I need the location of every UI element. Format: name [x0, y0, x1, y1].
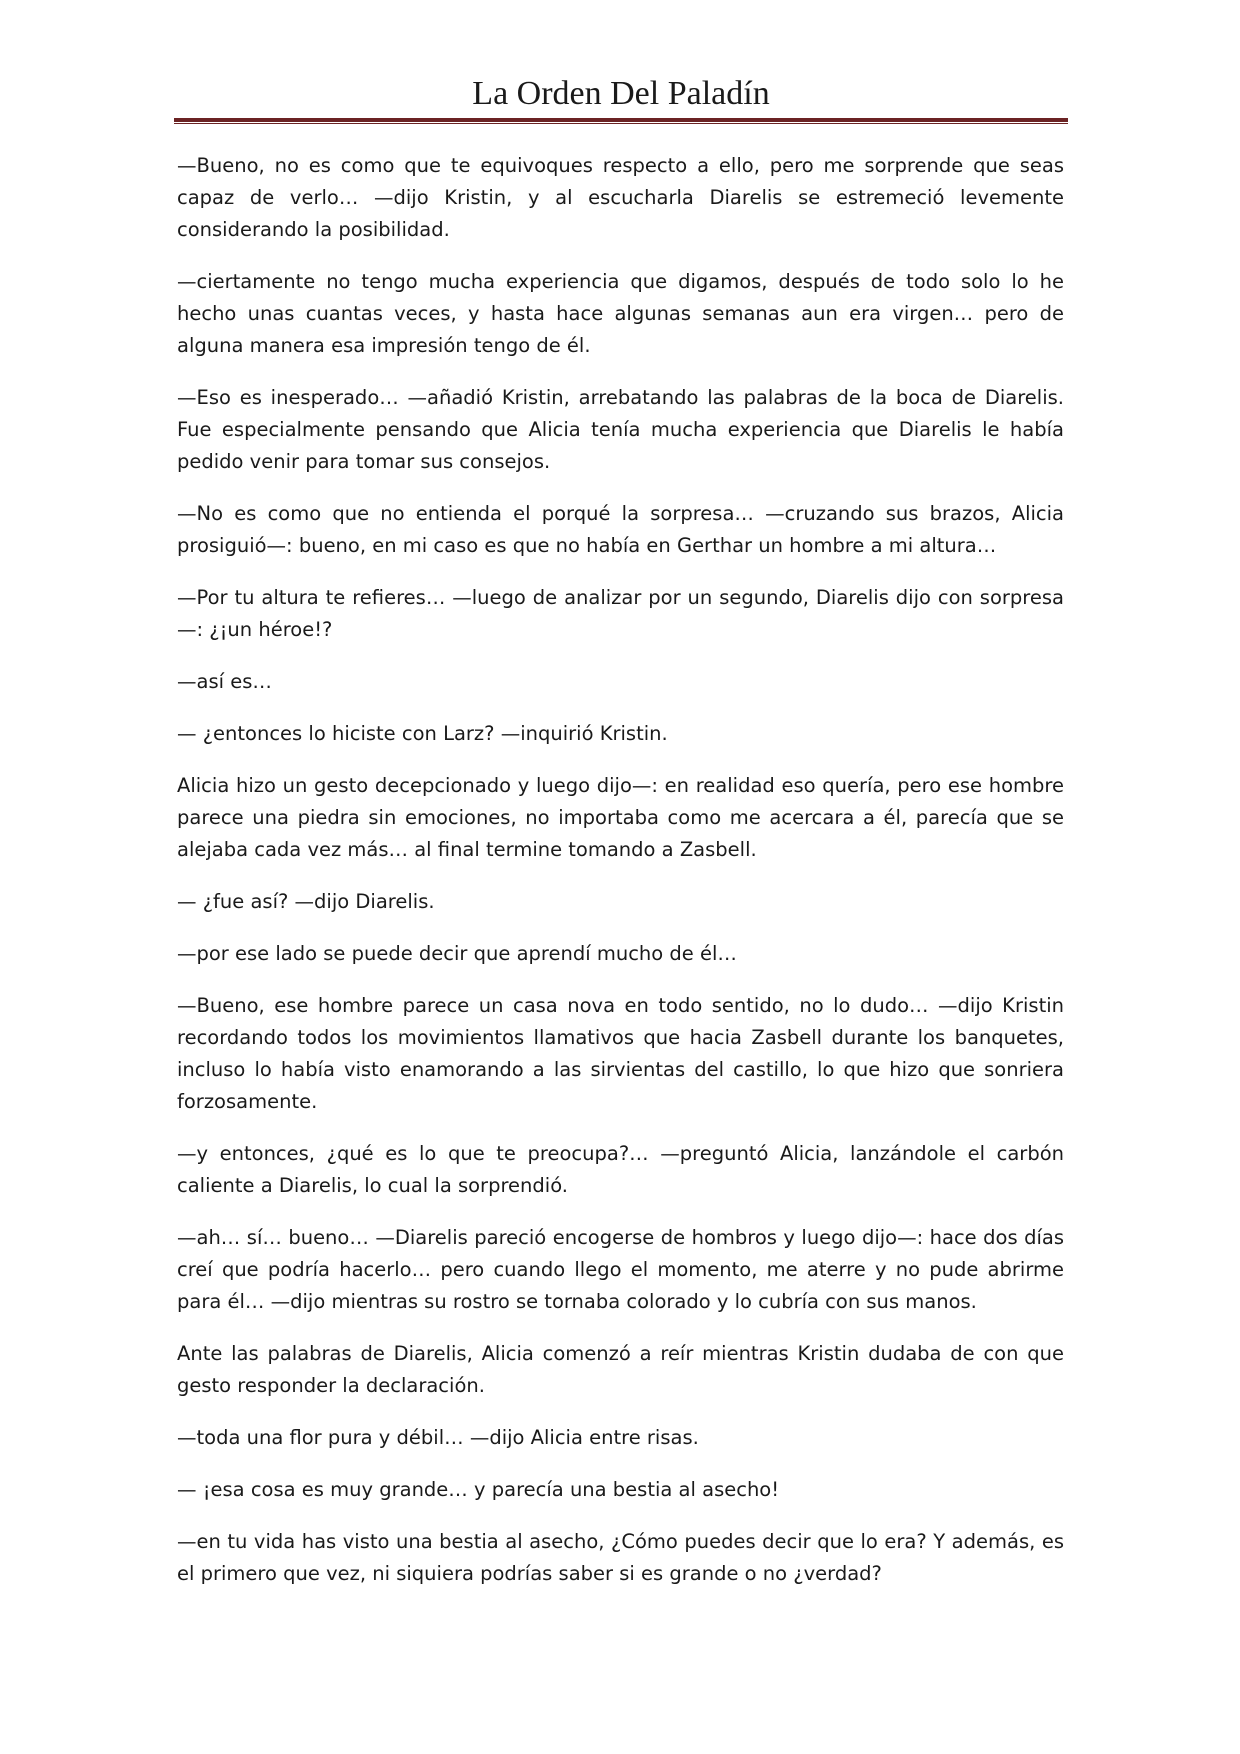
paragraph: —Bueno, ese hombre parece un casa nova en todo sentido, no lo dudo… —dijo Kristin recordando todos los movimientos llamativos que hacia Zasbell durante los banquetes, incluso lo había visto enamorando a las sirvientas del castillo, lo que hizo que sonriera forzosamente.: [177, 994, 1064, 1113]
paragraph: — ¿entonces lo hiciste con Larz? —inquirió Kristin.: [177, 722, 668, 745]
paragraph: —Por tu altura te refieres… —luego de analizar por un segundo, Diarelis dijo con sorpresa—: ¿¡un héroe!?: [177, 586, 1064, 641]
paragraph: —así es…: [177, 670, 272, 693]
header-rule: [174, 118, 1068, 125]
paragraph: —ah… sí… bueno… —Diarelis pareció encogerse de hombros y luego dijo—: hace dos días creí que podría hacerlo… pero cuando llego el momento, me aterre y no pude abrirme para él… —dijo mientras su rostro se tornaba colorado y lo cubría con sus manos.: [177, 1226, 1064, 1313]
header-rule-thick: [174, 118, 1068, 122]
paragraph: —en tu vida has visto una bestia al asecho, ¿Cómo puedes decir que lo era? Y además, es el primero que vez, ni siquiera podrías saber si es grande o no ¿verdad?: [177, 1530, 1064, 1585]
paragraph: — ¿fue así? —dijo Diarelis.: [177, 890, 435, 913]
paragraph: —por ese lado se puede decir que aprendí mucho de él…: [177, 942, 737, 965]
paragraph: —y entonces, ¿qué es lo que te preocupa?… —preguntó Alicia, lanzándole el carbón caliente a Diarelis, lo cual la sorprendió.: [177, 1142, 1064, 1197]
paragraph: Alicia hizo un gesto decepcionado y luego dijo—: en realidad eso quería, pero ese hombre parece una piedra sin emociones, no importaba como me acercara a él, parecía que se alejaba cada vez más… al final termine tomando a Zasbell.: [177, 774, 1064, 861]
paragraph: —Bueno, no es como que te equivoques respecto a ello, pero me sorprende que seas capaz de verlo… —dijo Kristin, y al escucharla Diarelis se estremeció levemente considerando la posibilidad.: [177, 154, 1064, 241]
paragraph: —Eso es inesperado… —añadió Kristin, arrebatando las palabras de la boca de Diarelis. Fue especialmente pensando que Alicia tenía mucha experiencia que Diarelis le había pedido venir para tomar sus consejos.: [177, 386, 1064, 473]
paragraph: — ¡esa cosa es muy grande… y parecía una bestia al asecho!: [177, 1478, 780, 1501]
page-header: [174, 66, 1068, 122]
paragraph: —ciertamente no tengo mucha experiencia que digamos, después de todo solo lo he hecho unas cuantas veces, y hasta hace algunas semanas aun era virgen… pero de alguna manera esa impresión tengo de él.: [177, 270, 1064, 357]
body-text: [177, 150, 1064, 1610]
paragraph: —No es como que no entienda el porqué la sorpresa… —cruzando sus brazos, Alicia prosiguió—: bueno, en mi caso es que no había en Gerthar un hombre a mi altura…: [177, 502, 1064, 557]
header-rule-thin: [174, 123, 1068, 124]
paragraph: Ante las palabras de Diarelis, Alicia comenzó a reír mientras Kristin dudaba de con que gesto responder la declaración.: [177, 1342, 1064, 1397]
header-title: La Orden Del Paladín: [472, 75, 770, 112]
paragraph: —toda una flor pura y débil… —dijo Alicia entre risas.: [177, 1426, 699, 1449]
